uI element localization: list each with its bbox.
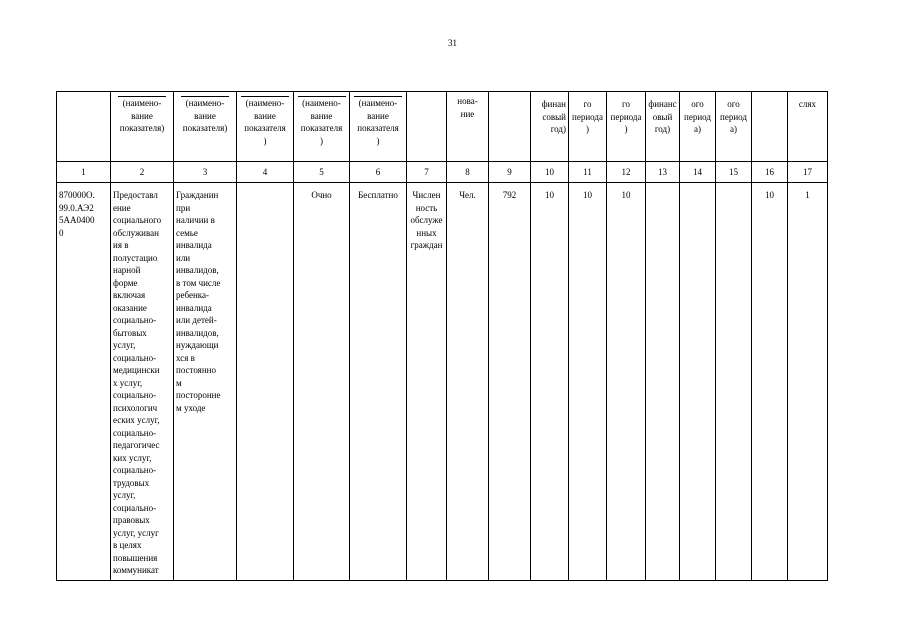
header-cell-7 — [407, 92, 447, 162]
services-table — [56, 91, 828, 581]
column-number: 6 — [350, 162, 407, 183]
header-cell-1 — [57, 92, 111, 162]
header-cell-5: (наимено- вание показателя ) — [294, 92, 350, 162]
unit-name-cell: Чел. — [447, 183, 489, 581]
header-cell-12: го периода ) — [607, 92, 646, 162]
value-cell-15 — [716, 183, 752, 581]
column-number: 2 — [111, 162, 174, 183]
column-number: 17 — [788, 162, 828, 183]
header-cell-16 — [752, 92, 788, 162]
table-header-row — [57, 92, 828, 162]
service-description-cell: Предоставл ение социального обслуживан ия в полустацио нарной форме включая оказание социально- бытовых услуг, социально- медицински х услуг, социально- психологич еских услуг, социально- педагогичес ких услуг, социально- трудовых услуг, социально- правовых услуг, услуг в целях повышения коммуникат — [111, 183, 174, 581]
column-number: 11 — [569, 162, 607, 183]
column-number: 9 — [489, 162, 531, 183]
column-number: 8 — [447, 162, 489, 183]
value-cell-11: 10 — [569, 183, 607, 581]
registry-code-cell: 870000О. 99.0.АЭ2 5АА0400 0 — [57, 183, 111, 581]
header-cell-14: ого период а) — [680, 92, 716, 162]
indicator-cell-4 — [237, 183, 294, 581]
column-number: 15 — [716, 162, 752, 183]
value-cell-13 — [646, 183, 680, 581]
header-cell-6: (наимено- вание показателя ) — [350, 92, 407, 162]
column-number: 10 — [531, 162, 569, 183]
unit-code-cell: 792 — [489, 183, 531, 581]
value-cell-17: 1 — [788, 183, 828, 581]
header-cell-8: нова- ние — [447, 92, 489, 162]
recipient-category-cell: Гражданин при наличии в семье инвалида или инвалидов, в том числе ребенка- инвалида или детей- инвалидов, нуждающи хся в постоянно м постороннe м уходе — [174, 183, 237, 581]
column-number: 3 — [174, 162, 237, 183]
header-cell-9 — [489, 92, 531, 162]
column-number: 14 — [680, 162, 716, 183]
column-number-row — [57, 162, 828, 183]
header-cell-3: (наимено- вание показателя) — [174, 92, 237, 162]
header-cell-10: финан совый год) — [531, 92, 569, 162]
column-number: 1 — [57, 162, 111, 183]
column-number: 5 — [294, 162, 350, 183]
column-number: 4 — [237, 162, 294, 183]
header-cell-13: финанс овый год) — [646, 92, 680, 162]
header-cell-15: ого период а) — [716, 92, 752, 162]
header-cell-11: го периода ) — [569, 92, 607, 162]
value-cell-12: 10 — [607, 183, 646, 581]
header-cell-17: слях — [788, 92, 828, 162]
service-form-cell: Очно — [294, 183, 350, 581]
value-cell-10: 10 — [531, 183, 569, 581]
page-number: 31 — [448, 38, 457, 48]
column-number: 13 — [646, 162, 680, 183]
value-cell-14 — [680, 183, 716, 581]
column-number: 16 — [752, 162, 788, 183]
column-number: 7 — [407, 162, 447, 183]
table-row — [57, 183, 828, 581]
payment-type-cell: Бесплатно — [350, 183, 407, 581]
column-number: 12 — [607, 162, 646, 183]
header-cell-2: (наимено- вание показателя) — [111, 92, 174, 162]
header-cell-4: (наимено- вание показателя ) — [237, 92, 294, 162]
volume-indicator-cell: Числен ность обслуже нных граждан — [407, 183, 447, 581]
value-cell-16: 10 — [752, 183, 788, 581]
